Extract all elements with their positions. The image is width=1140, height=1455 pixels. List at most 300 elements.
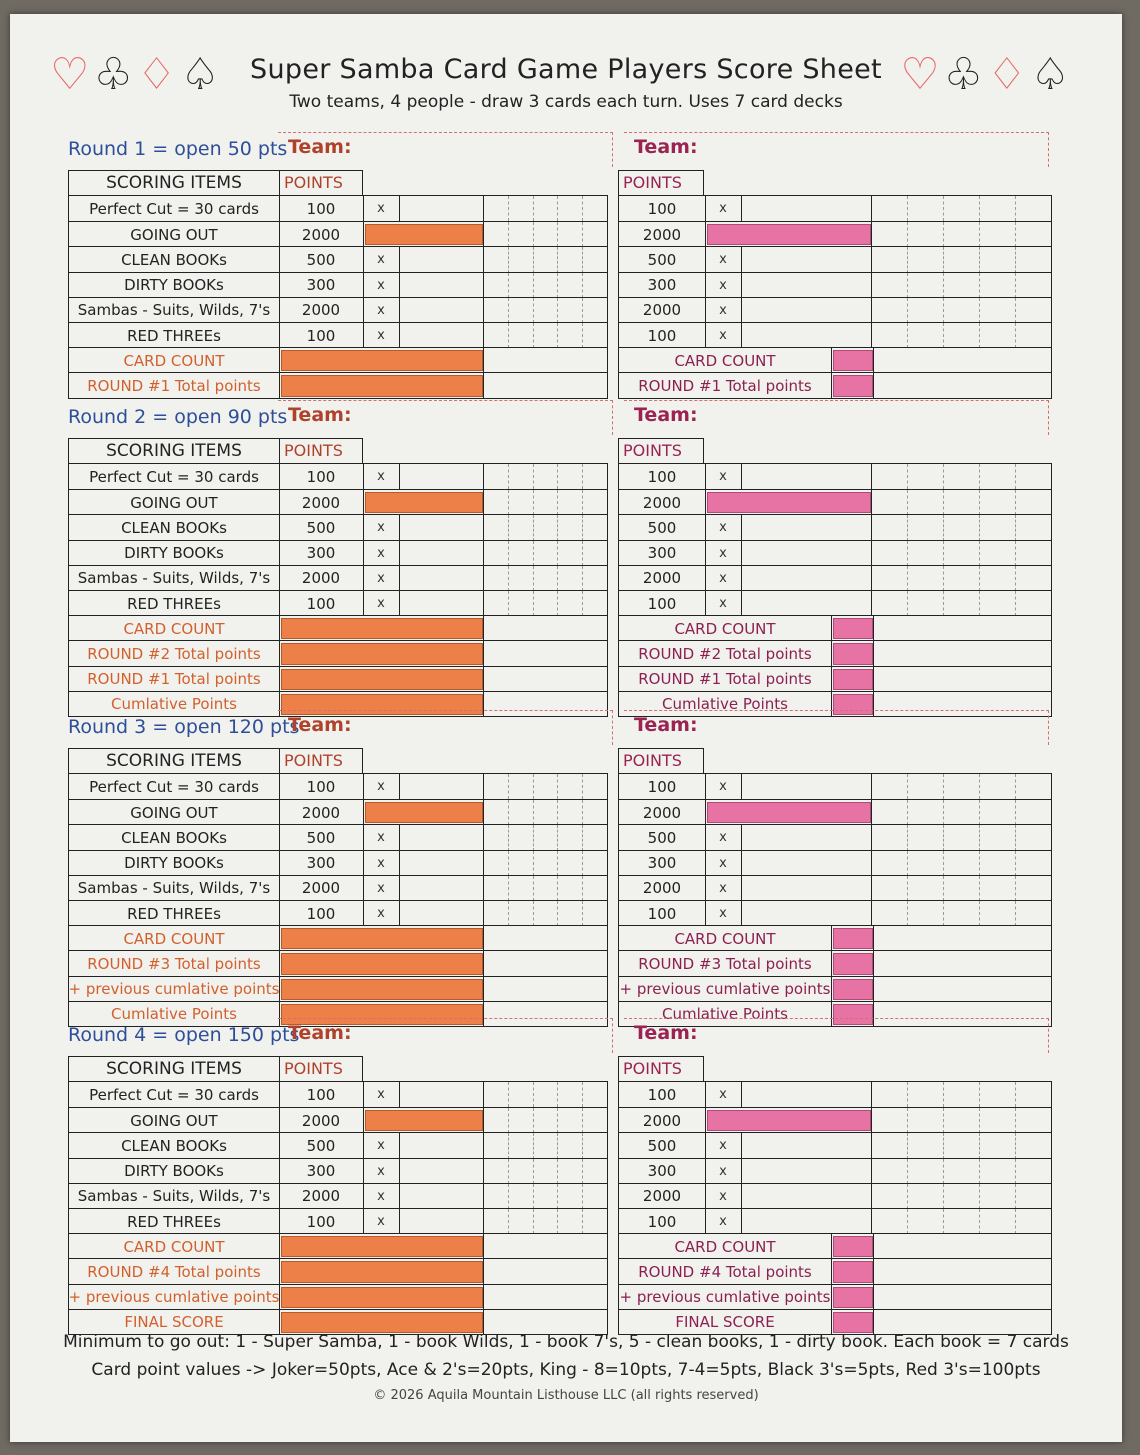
player-column-divider — [979, 876, 980, 901]
total-entry-right[interactable] — [833, 375, 873, 396]
divider — [363, 1108, 364, 1133]
divider — [871, 515, 872, 540]
divider — [831, 977, 832, 1002]
divider — [871, 247, 872, 272]
team-name-box-right[interactable] — [624, 1018, 1049, 1053]
team-name-box-right[interactable] — [624, 400, 1049, 435]
multiplier-x: x — [719, 596, 727, 612]
player-column-divider — [582, 222, 583, 247]
player-column-divider — [533, 490, 534, 515]
divider — [831, 348, 832, 373]
player-column-divider — [557, 851, 558, 876]
points-value: 100 — [647, 467, 677, 486]
player-column-divider — [508, 876, 509, 901]
points-value: 500 — [647, 828, 677, 847]
player-column-divider — [557, 1133, 558, 1158]
player-column-divider — [943, 1133, 944, 1158]
player-column-divider — [582, 273, 583, 298]
count-entry-right[interactable] — [742, 1133, 871, 1158]
player-column-divider — [557, 901, 558, 926]
total-entry-left[interactable] — [281, 375, 483, 396]
score-row-right — [619, 347, 1051, 373]
total-row-label: Cumlative Points — [111, 695, 237, 714]
count-entry-left[interactable] — [400, 591, 483, 616]
player-column-divider — [557, 541, 558, 566]
going-out-highlight-right[interactable] — [707, 492, 871, 513]
count-entry-right[interactable] — [742, 298, 871, 323]
score-row-right — [619, 372, 1051, 398]
player-column-divider — [533, 273, 534, 298]
player-column-divider — [557, 273, 558, 298]
count-entry-right[interactable] — [742, 851, 871, 876]
divider — [831, 616, 832, 641]
player-column-divider — [533, 247, 534, 272]
score-row-left — [69, 850, 607, 876]
score-row-right — [619, 221, 1051, 247]
player-column-divider — [943, 247, 944, 272]
page-subtitle: Two teams, 4 people - draw 3 cards each turn. Uses 7 card decks — [289, 92, 843, 112]
divider — [279, 298, 280, 323]
total-row-label: FINAL SCORE — [675, 1313, 775, 1332]
count-entry-left[interactable] — [400, 247, 483, 272]
points-value: 2000 — [642, 879, 682, 898]
divider — [279, 800, 280, 825]
player-column-divider — [582, 851, 583, 876]
player-column-divider — [907, 323, 908, 348]
score-row-right — [619, 925, 1051, 951]
divider — [279, 825, 280, 850]
count-entry-left[interactable] — [400, 851, 483, 876]
player-column-divider — [907, 490, 908, 515]
player-column-divider — [907, 774, 908, 799]
count-entry-left[interactable] — [400, 515, 483, 540]
points-value: 100 — [306, 1212, 336, 1231]
score-row-right — [619, 666, 1051, 692]
divider — [871, 1082, 872, 1107]
total-row-label: ROUND #4 Total points — [87, 1262, 261, 1281]
divider — [483, 222, 484, 247]
score-row-right — [619, 774, 1051, 799]
divider — [279, 490, 280, 515]
count-entry-right[interactable] — [742, 825, 871, 850]
points-value: 300 — [306, 854, 336, 873]
total-entry-left[interactable] — [281, 643, 483, 664]
player-column-divider — [533, 298, 534, 323]
score-grid-right — [618, 1081, 1052, 1335]
score-row-left — [69, 1107, 607, 1133]
count-entry-left[interactable] — [400, 1082, 483, 1107]
divider — [873, 641, 874, 666]
count-entry-left[interactable] — [400, 196, 483, 221]
count-entry-left[interactable] — [400, 298, 483, 323]
count-entry-right[interactable] — [742, 774, 871, 799]
divider — [871, 566, 872, 591]
divider — [483, 977, 484, 1002]
total-entry-right[interactable] — [833, 1287, 873, 1308]
player-column-divider — [582, 825, 583, 850]
divider — [871, 1159, 872, 1184]
score-row-left — [69, 615, 607, 641]
total-entry-left[interactable] — [281, 1287, 483, 1308]
points-header-left: POINTS — [279, 438, 363, 463]
scoring-item-label: Perfect Cut = 30 cards — [89, 467, 259, 486]
multiplier-x: x — [377, 1163, 385, 1179]
total-entry-left[interactable] — [281, 350, 483, 371]
divider — [871, 196, 872, 221]
score-row-right — [619, 900, 1051, 926]
count-entry-right[interactable] — [742, 247, 871, 272]
scoring-item-label: DIRTY BOOKs — [124, 1162, 224, 1181]
divider — [871, 851, 872, 876]
count-entry-right[interactable] — [742, 515, 871, 540]
player-column-divider — [582, 876, 583, 901]
player-column-divider — [979, 774, 980, 799]
score-row-left — [69, 925, 607, 951]
divider — [831, 926, 832, 951]
count-entry-left[interactable] — [400, 901, 483, 926]
score-row-right — [619, 322, 1051, 348]
total-entry-right[interactable] — [833, 1312, 873, 1333]
team-name-box-left[interactable] — [278, 400, 613, 435]
player-column-divider — [508, 901, 509, 926]
divider — [279, 616, 280, 641]
player-column-divider — [1015, 1159, 1016, 1184]
divider — [279, 774, 280, 799]
count-entry-right[interactable] — [742, 1082, 871, 1107]
team-name-box-left[interactable] — [278, 1018, 613, 1053]
player-column-divider — [1015, 196, 1016, 221]
divider — [483, 298, 484, 323]
player-column-divider — [943, 490, 944, 515]
score-row-left — [69, 1183, 607, 1209]
count-entry-right[interactable] — [742, 541, 871, 566]
count-entry-right[interactable] — [742, 323, 871, 348]
player-column-divider — [979, 566, 980, 591]
score-row-left — [69, 464, 607, 489]
score-row-left — [69, 1132, 607, 1158]
player-column-divider — [943, 222, 944, 247]
points-value: 2000 — [642, 493, 682, 512]
player-column-divider — [943, 1159, 944, 1184]
multiplier-x: x — [377, 1214, 385, 1230]
player-column-divider — [979, 1108, 980, 1133]
round-label: Round 1 = open 50 pts — [68, 138, 288, 160]
player-column-divider — [582, 591, 583, 616]
points-value: 2000 — [642, 301, 682, 320]
points-value: 100 — [306, 467, 336, 486]
points-value: 100 — [647, 199, 677, 218]
points-value: 100 — [306, 326, 336, 345]
suit-icons-right — [900, 50, 1070, 100]
divider — [483, 348, 484, 373]
total-entry-left[interactable] — [281, 618, 483, 639]
count-entry-right[interactable] — [742, 591, 871, 616]
player-column-divider — [943, 1108, 944, 1133]
score-row-right — [619, 976, 1051, 1002]
player-column-divider — [1015, 490, 1016, 515]
team-name-box-right[interactable] — [624, 132, 1049, 167]
divider — [871, 323, 872, 348]
divider — [871, 222, 872, 247]
points-value: 2000 — [642, 1187, 682, 1206]
divider — [483, 1234, 484, 1259]
player-column-divider — [979, 901, 980, 926]
count-entry-left[interactable] — [400, 876, 483, 901]
club-icon: ♧ — [943, 49, 984, 100]
scoring-item-label: Sambas - Suits, Wilds, 7's — [77, 1187, 271, 1206]
total-entry-left[interactable] — [281, 1261, 483, 1282]
scoring-item-label: CLEAN BOOKs — [121, 518, 227, 537]
player-column-divider — [557, 876, 558, 901]
player-column-divider — [979, 298, 980, 323]
count-entry-right[interactable] — [742, 1159, 871, 1184]
count-entry-left[interactable] — [400, 323, 483, 348]
player-column-divider — [582, 515, 583, 540]
team-name-box-left[interactable] — [278, 132, 613, 167]
player-column-divider — [582, 901, 583, 926]
footer — [10, 1332, 1122, 1403]
team-name-box-left[interactable] — [278, 710, 613, 745]
total-entry-left[interactable] — [281, 669, 483, 690]
points-value: 500 — [306, 828, 336, 847]
player-column-divider — [508, 464, 509, 489]
total-row-label: CARD COUNT — [674, 619, 776, 638]
total-entry-right[interactable] — [833, 1261, 873, 1282]
divider — [483, 1259, 484, 1284]
player-column-divider — [533, 876, 534, 901]
multiplier-x: x — [719, 201, 727, 217]
team-label: Team: — [634, 404, 698, 426]
points-value: 100 — [306, 594, 336, 613]
score-row-left — [69, 824, 607, 850]
total-entry-right[interactable] — [833, 953, 873, 974]
count-entry-right[interactable] — [742, 876, 871, 901]
divider — [279, 1259, 280, 1284]
points-value: 100 — [647, 594, 677, 613]
score-row-left — [69, 1233, 607, 1259]
total-entry-left[interactable] — [281, 953, 483, 974]
player-column-divider — [533, 1133, 534, 1158]
count-entry-left[interactable] — [400, 1133, 483, 1158]
count-entry-right[interactable] — [742, 1184, 871, 1209]
player-column-divider — [508, 196, 509, 221]
player-column-divider — [1015, 222, 1016, 247]
score-row-right — [619, 196, 1051, 221]
player-column-divider — [907, 1209, 908, 1234]
score-row-right — [619, 464, 1051, 489]
divider — [279, 926, 280, 951]
total-entry-left[interactable] — [281, 979, 483, 1000]
divider — [279, 1159, 280, 1184]
player-column-divider — [907, 566, 908, 591]
total-entry-right[interactable] — [833, 643, 873, 664]
divider — [871, 825, 872, 850]
team-label: Team: — [634, 136, 698, 158]
total-entry-right[interactable] — [833, 1236, 873, 1257]
divider — [705, 1108, 706, 1133]
score-row-left — [69, 540, 607, 566]
divider — [279, 641, 280, 666]
score-grid-right — [618, 773, 1052, 1027]
scoring-item-label: DIRTY BOOKs — [124, 276, 224, 295]
player-column-divider — [1015, 1082, 1016, 1107]
count-entry-left[interactable] — [400, 541, 483, 566]
player-column-divider — [907, 222, 908, 247]
scoring-items-header: SCORING ITEMS — [68, 748, 280, 773]
total-row-label: ROUND #2 Total points — [638, 644, 812, 663]
player-column-divider — [943, 851, 944, 876]
points-header-left: POINTS — [279, 170, 363, 195]
total-entry-left[interactable] — [281, 1236, 483, 1257]
player-column-divider — [508, 222, 509, 247]
total-row-label: ROUND #1 Total points — [87, 670, 261, 689]
count-entry-left[interactable] — [400, 566, 483, 591]
scoring-item-label: Sambas - Suits, Wilds, 7's — [77, 301, 271, 320]
scoring-item-label: Perfect Cut = 30 cards — [89, 199, 259, 218]
divider — [873, 1259, 874, 1284]
player-column-divider — [907, 1108, 908, 1133]
divider — [483, 566, 484, 591]
divider — [483, 464, 484, 489]
multiplier-x: x — [719, 779, 727, 795]
player-column-divider — [508, 566, 509, 591]
count-entry-left[interactable] — [400, 825, 483, 850]
round-section-3 — [10, 714, 1122, 1024]
score-row-right — [619, 799, 1051, 825]
count-entry-right[interactable] — [742, 1209, 871, 1234]
points-value: 100 — [306, 199, 336, 218]
player-column-divider — [582, 800, 583, 825]
going-out-highlight-left[interactable] — [365, 802, 483, 823]
player-column-divider — [508, 490, 509, 515]
count-entry-left[interactable] — [400, 464, 483, 489]
total-entry-right[interactable] — [833, 669, 873, 690]
scoring-item-label: RED THREEs — [127, 1212, 221, 1231]
count-entry-right[interactable] — [742, 273, 871, 298]
player-column-divider — [1015, 566, 1016, 591]
player-column-divider — [907, 1159, 908, 1184]
player-column-divider — [1015, 774, 1016, 799]
points-value: 500 — [647, 518, 677, 537]
points-value: 2000 — [301, 225, 341, 244]
divider — [483, 1285, 484, 1310]
total-entry-left[interactable] — [281, 928, 483, 949]
footer-card-values: Card point values -> Joker=50pts, Ace & 2's=20pts, King - 8=10pts, 7-4=5pts, Black 3's=5pts, Red 3's=100pts — [91, 1360, 1041, 1380]
count-entry-right[interactable] — [742, 566, 871, 591]
count-entry-left[interactable] — [400, 1209, 483, 1234]
points-value: 2000 — [301, 803, 341, 822]
player-column-divider — [508, 774, 509, 799]
points-value: 300 — [306, 1162, 336, 1181]
score-row-right — [619, 1107, 1051, 1133]
points-value: 300 — [306, 276, 336, 295]
divider — [363, 490, 364, 515]
divider — [483, 1159, 484, 1184]
divider — [871, 1108, 872, 1133]
count-entry-left[interactable] — [400, 273, 483, 298]
scoring-item-label: RED THREEs — [127, 326, 221, 345]
going-out-highlight-right[interactable] — [707, 1110, 871, 1131]
player-column-divider — [943, 1209, 944, 1234]
divider — [279, 1285, 280, 1310]
player-column-divider — [557, 247, 558, 272]
divider — [831, 373, 832, 398]
score-grid-right — [618, 463, 1052, 717]
count-entry-left[interactable] — [400, 774, 483, 799]
player-column-divider — [979, 1184, 980, 1209]
going-out-highlight-right[interactable] — [707, 802, 871, 823]
score-row-right — [619, 1258, 1051, 1284]
points-value: 100 — [647, 1085, 677, 1104]
player-column-divider — [943, 1082, 944, 1107]
score-row-left — [69, 900, 607, 926]
score-row-right — [619, 640, 1051, 666]
multiplier-x: x — [719, 1087, 727, 1103]
spade-icon: ♤ — [180, 49, 220, 100]
divider — [363, 222, 364, 247]
score-row-left — [69, 1082, 607, 1107]
divider — [483, 1184, 484, 1209]
divider — [483, 876, 484, 901]
total-entry-right[interactable] — [833, 618, 873, 639]
divider — [483, 515, 484, 540]
player-column-divider — [533, 323, 534, 348]
heart-icon: ♡ — [900, 49, 940, 100]
count-entry-right[interactable] — [742, 901, 871, 926]
points-value: 2000 — [301, 569, 341, 588]
player-column-divider — [508, 273, 509, 298]
divider — [483, 825, 484, 850]
going-out-highlight-left[interactable] — [365, 492, 483, 513]
player-column-divider — [1015, 901, 1016, 926]
player-column-divider — [557, 1209, 558, 1234]
divider — [871, 901, 872, 926]
count-entry-left[interactable] — [400, 1184, 483, 1209]
scoring-item-label: RED THREEs — [127, 904, 221, 923]
going-out-highlight-left[interactable] — [365, 224, 483, 245]
count-entry-right[interactable] — [742, 464, 871, 489]
points-value: 100 — [647, 777, 677, 796]
count-entry-left[interactable] — [400, 1159, 483, 1184]
team-label: Team: — [288, 404, 352, 426]
count-entry-right[interactable] — [742, 196, 871, 221]
team-label: Team: — [288, 136, 352, 158]
player-column-divider — [1015, 800, 1016, 825]
player-column-divider — [582, 464, 583, 489]
score-row-right — [619, 565, 1051, 591]
total-entry-right[interactable] — [833, 350, 873, 371]
score-row-left — [69, 1208, 607, 1234]
multiplier-x: x — [719, 520, 727, 536]
total-entry-right[interactable] — [833, 979, 873, 1000]
scoring-item-label: GOING OUT — [130, 493, 218, 512]
total-row-label: Cumlative Points — [111, 1005, 237, 1024]
going-out-highlight-right[interactable] — [707, 224, 871, 245]
player-column-divider — [907, 591, 908, 616]
total-entry-left[interactable] — [281, 1312, 483, 1333]
player-column-divider — [582, 1209, 583, 1234]
page-title: Super Samba Card Game Players Score Sheet — [250, 54, 882, 85]
team-name-box-right[interactable] — [624, 710, 1049, 745]
divider — [873, 1234, 874, 1259]
total-entry-right[interactable] — [833, 928, 873, 949]
going-out-highlight-left[interactable] — [365, 1110, 483, 1131]
total-row-label: + previous cumlative points — [68, 980, 280, 999]
multiplier-x: x — [377, 1087, 385, 1103]
score-row-left — [69, 666, 607, 692]
player-column-divider — [582, 196, 583, 221]
score-row-left — [69, 297, 607, 323]
